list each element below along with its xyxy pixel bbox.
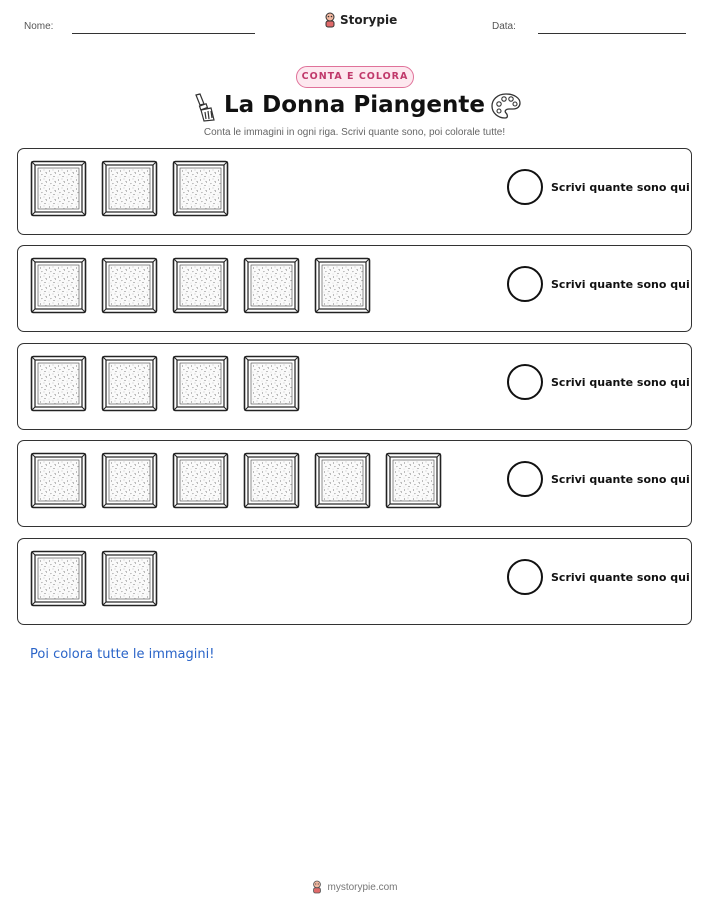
answer-prompt: Scrivi quante sono qui [551, 571, 690, 584]
picture-frame-icon[interactable] [314, 452, 371, 509]
picture-frame-icon[interactable] [243, 355, 300, 412]
answer-circle[interactable] [507, 266, 543, 302]
picture-frame-icon[interactable] [101, 550, 158, 607]
picture-frame-icon[interactable] [314, 257, 371, 314]
activity-badge: CONTA E COLORA [296, 66, 414, 88]
storypie-mascot-icon [311, 880, 323, 894]
frame-group [30, 550, 158, 607]
answer-prompt: Scrivi quante sono qui [551, 181, 690, 194]
name-line[interactable] [72, 33, 255, 34]
name-label: Nome: [24, 21, 54, 32]
picture-frame-icon[interactable] [101, 257, 158, 314]
picture-frame-icon[interactable] [172, 257, 229, 314]
answer-circle[interactable] [507, 461, 543, 497]
brand-logo [323, 12, 397, 28]
picture-frame-icon[interactable] [30, 355, 87, 412]
picture-frame-icon[interactable] [101, 452, 158, 509]
answer-circle[interactable] [507, 169, 543, 205]
picture-frame-icon[interactable] [172, 160, 229, 217]
footer-note: Poi colora tutte le immagini! [30, 647, 215, 662]
counting-row [17, 245, 692, 332]
answer-prompt: Scrivi quante sono qui [551, 376, 690, 389]
picture-frame-icon[interactable] [101, 160, 158, 217]
palette-icon [490, 92, 522, 120]
brand-name: Storypie [340, 13, 398, 27]
frame-group [30, 355, 300, 412]
picture-frame-icon[interactable] [172, 452, 229, 509]
answer-prompt: Scrivi quante sono qui [551, 473, 690, 486]
picture-frame-icon[interactable] [243, 257, 300, 314]
answer-circle[interactable] [507, 364, 543, 400]
frame-group [30, 452, 442, 509]
instructions: Conta le immagini in ogni riga. Scrivi quante sono, poi colorale tutte! [203, 127, 506, 138]
picture-frame-icon[interactable] [172, 355, 229, 412]
picture-frame-icon[interactable] [30, 257, 87, 314]
picture-frame-icon[interactable] [30, 550, 87, 607]
frame-group [30, 160, 229, 217]
page-header [0, 0, 709, 60]
footer-url[interactable]: mystorypie.com [327, 881, 398, 893]
picture-frame-icon[interactable] [30, 160, 87, 217]
counting-row [17, 538, 692, 625]
storypie-mascot-icon [323, 12, 337, 28]
answer-prompt: Scrivi quante sono qui [551, 278, 690, 291]
counting-row [17, 148, 692, 235]
answer-circle[interactable] [507, 559, 543, 595]
counting-row [17, 343, 692, 430]
picture-frame-icon[interactable] [243, 452, 300, 509]
date-label: Data: [492, 21, 516, 32]
page-title: La Donna Piangente [223, 92, 486, 118]
frame-group [30, 257, 371, 314]
page-footer [0, 880, 709, 894]
date-line[interactable] [538, 33, 686, 34]
picture-frame-icon[interactable] [385, 452, 442, 509]
counting-row [17, 440, 692, 527]
picture-frame-icon[interactable] [101, 355, 158, 412]
picture-frame-icon[interactable] [30, 452, 87, 509]
